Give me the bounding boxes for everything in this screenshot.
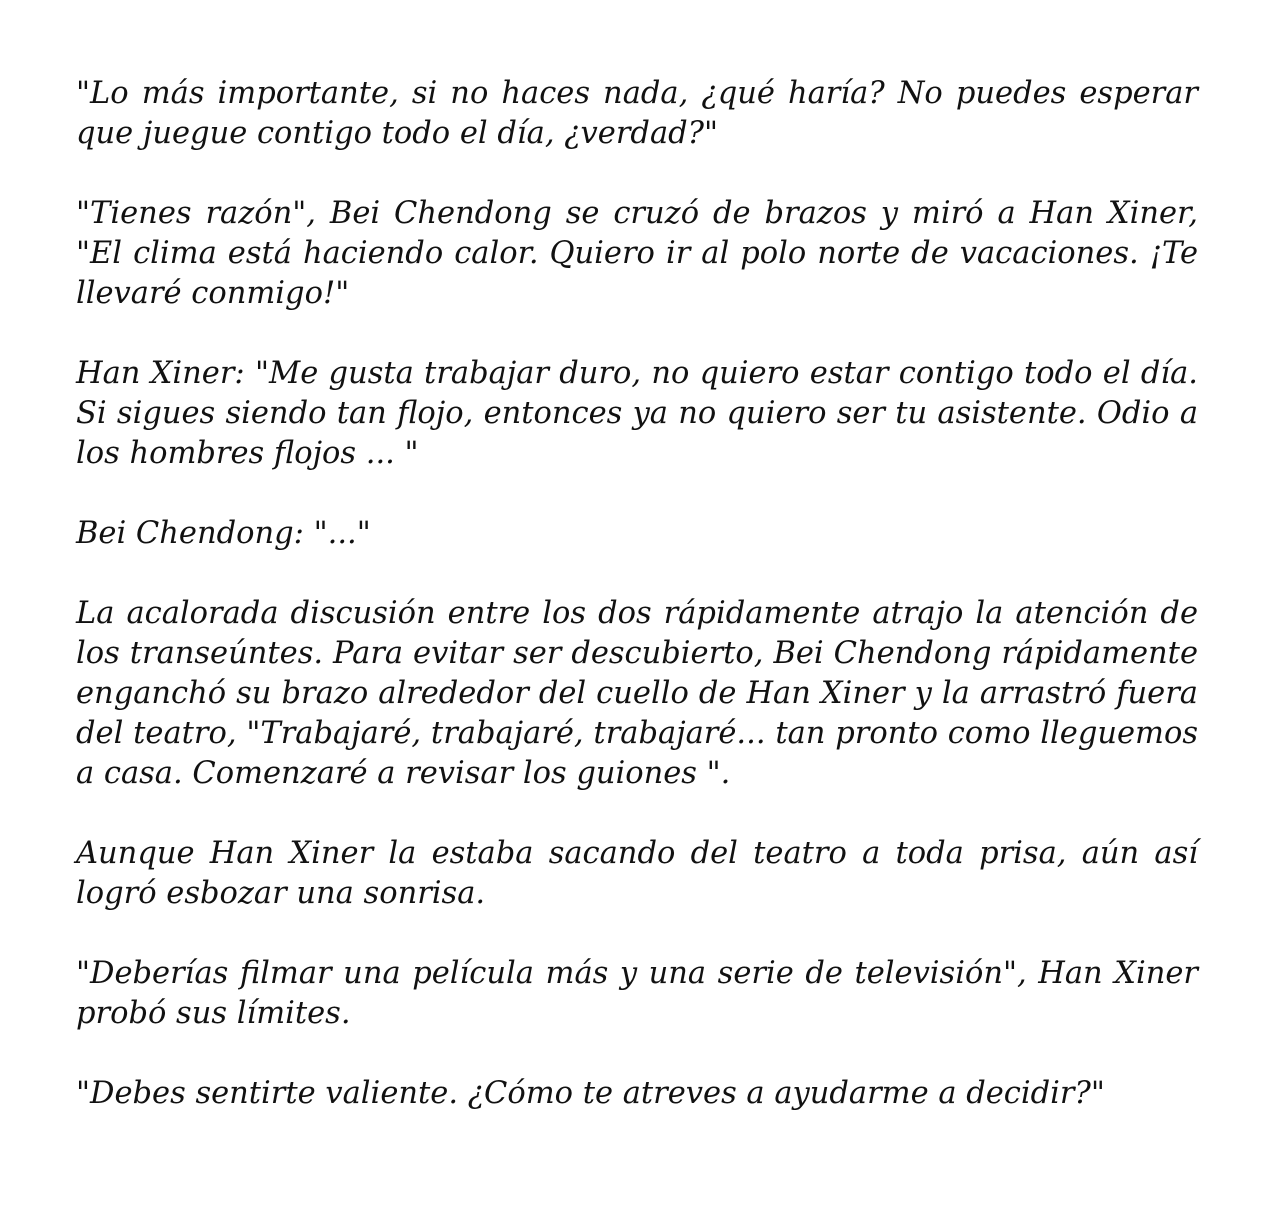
paragraph-6: Aunque Han Xiner la estaba sacando del teatro a toda prisa, aún así logró esbozar una sonrisa. xyxy=(76,836,1198,911)
paragraph-1: "Lo más importante, si no haces nada, ¿qué haría? No puedes esperar que juegue contigo todo el día, ¿verdad?" xyxy=(76,76,1198,151)
paragraph-2: "Tienes razón", Bei Chendong se cruzó de brazos y miró a Han Xiner, "El clima está haciendo calor. Quiero ir al polo norte de vacaciones. ¡Te llevaré conmigo!" xyxy=(76,196,1198,311)
paragraph-5: La acalorada discusión entre los dos rápidamente atrajo la atención de los transeúntes. Para evitar ser descubierto, Bei Chendong rápidamente enganchó su brazo alrededor del cuello de Han Xiner y la arrastró fuera del teatro, "Trabajaré, trabajaré, trabajaré... tan pronto como lleguemos a casa. Comenzaré a revisar los guiones ". xyxy=(76,596,1198,791)
paragraph-4: Bei Chendong: "..." xyxy=(76,516,371,551)
paragraph-3: Han Xiner: "Me gusta trabajar duro, no quiero estar contigo todo el día. Si sigues siendo tan flojo, entonces ya no quiero ser tu asistente. Odio a los hombres flojos ... " xyxy=(76,356,1198,471)
paragraph-8: "Debes sentirte valiente. ¿Cómo te atreves a ayudarme a decidir?" xyxy=(76,1076,1105,1111)
paragraph-7: "Deberías filmar una película más y una serie de televisión", Han Xiner probó sus límites. xyxy=(76,956,1198,1031)
